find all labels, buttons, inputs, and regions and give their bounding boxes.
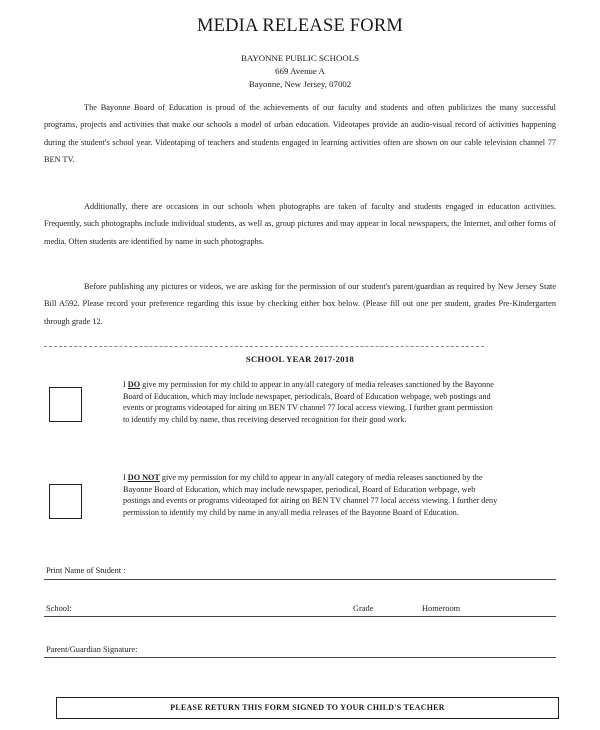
signature-line[interactable]: [44, 657, 556, 658]
form-title: MEDIA RELEASE FORM: [196, 16, 404, 36]
consent-keyword: DO: [127, 380, 141, 389]
school-district-name: BAYONNE PUBLIC SCHOOLS: [241, 53, 359, 63]
school-label: School:: [46, 604, 72, 613]
decline-text: give my permission for my child to appear in any/all category of media releases sanctioned by the Bayonne Board of Education, which may include newspaper, periodical, Board of Education webpage, web postings and events or programs videotaped for airing on BEN TV channel 77 local access viewing. I further deny permission to identify my child by name in any/all media releases of the Bayonne Board of Education.: [123, 473, 498, 517]
address-street: 669 Avenue A: [275, 66, 325, 76]
school-year-heading: SCHOOL YEAR 2017-2018: [245, 354, 355, 364]
separator-line: [44, 346, 484, 347]
student-name-label: Print Name of Student :: [46, 566, 126, 575]
consent-text: give my permission for my child to appear in any/all category of media releases sanctioned by the Bayonne Board of Education, which may include newspaper, periodicals, Board of Education webpage, web postings and events or programs videotaped for airing on BEN TV channel 77 local access viewing. I further grant permission to identify my child by name, thus receiving deserved recognition for their good work.: [123, 380, 494, 424]
decline-keyword: DO NOT: [127, 473, 160, 482]
school-grade-homeroom-line[interactable]: [44, 616, 556, 617]
decline-prefix: I: [123, 473, 128, 482]
return-instructions: PLEASE RETURN THIS FORM SIGNED TO YOUR CHILD'S TEACHER: [56, 697, 559, 719]
consent-statement: [123, 379, 501, 425]
consent-prefix: I: [123, 380, 128, 389]
decline-checkbox[interactable]: [49, 484, 82, 519]
intro-paragraph: The Bayonne Board of Education is proud of the achievements of our faculty and students and often publicizes the many successful programs, projects and activities that make our schools a model of urban education. Videotapes provide an audio-visual record of activities happening during the student's school year. Videotaping of teachers and students engaged in learning activities often are shown on our cable television channel 77 BEN TV.: [44, 103, 556, 164]
address-city: Bayonne, New Jersey, 07002: [248, 79, 352, 89]
student-name-line[interactable]: [44, 579, 556, 580]
consent-checkbox[interactable]: [49, 387, 82, 422]
permission-request-paragraph: Before publishing any pictures or videos, we are asking for the permission of our student's parent/guardian as required by New Jersey State Bill A592. Please record your preference regarding this issue by checking either box below. (Please fill out one per student, grades Pre-Kindergarten through grade 12.: [44, 282, 556, 326]
decline-statement: [123, 472, 501, 518]
signature-label: Parent/Guardian Signature:: [46, 645, 138, 654]
homeroom-label: Homeroom: [422, 604, 461, 613]
grade-label: Grade: [353, 604, 374, 613]
photographs-paragraph: Additionally, there are occasions in our schools when photographs are taken of faculty and students engaged in education activities. Frequently, such photographs include individual students, as well as, group pictures and may appear in local newspapers, the Internet, and other forms of media. Often students are identified by name in such photographs.: [44, 202, 556, 246]
